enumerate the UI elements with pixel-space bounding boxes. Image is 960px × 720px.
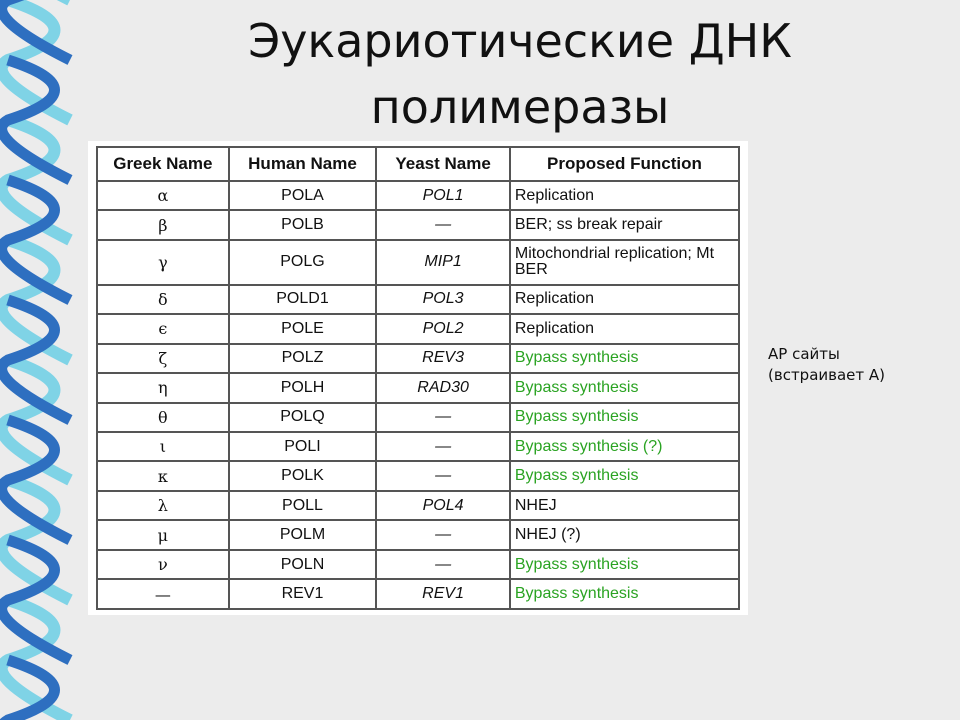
greek-name-cell: δ <box>97 285 229 314</box>
table-row <box>97 181 739 210</box>
title-line-1: Эукариотические ДНК <box>248 14 792 68</box>
table-row <box>97 314 739 343</box>
greek-name-cell: μ <box>97 520 229 549</box>
yeast-name-cell: POL4 <box>376 491 510 520</box>
human-name-cell: POLN <box>229 550 377 579</box>
function-cell: Bypass synthesis <box>510 461 739 490</box>
table-row <box>97 461 739 490</box>
human-name-cell: REV1 <box>229 579 377 609</box>
table-header-row <box>97 147 739 181</box>
table-row <box>97 210 739 239</box>
table-row <box>97 240 739 285</box>
greek-name-cell: η <box>97 373 229 402</box>
function-cell: Bypass synthesis <box>510 579 739 609</box>
yeast-name-cell: RAD30 <box>376 373 510 402</box>
yeast-name-cell: — <box>376 403 510 432</box>
greek-name-cell: ι <box>97 432 229 461</box>
greek-name-cell: ν <box>97 550 229 579</box>
note-line-2: (встраивает А) <box>768 366 886 384</box>
side-note <box>768 344 885 386</box>
header-proposed-function: Proposed Function <box>510 147 739 181</box>
human-name-cell: POLL <box>229 491 377 520</box>
header-yeast-name: Yeast Name <box>376 147 510 181</box>
function-cell: Bypass synthesis (?) <box>510 432 739 461</box>
function-cell: NHEJ (?) <box>510 520 739 549</box>
function-cell: Replication <box>510 314 739 343</box>
yeast-name-cell: — <box>376 520 510 549</box>
greek-name-cell: κ <box>97 461 229 490</box>
yeast-name-cell: POL3 <box>376 285 510 314</box>
page-title <box>120 8 920 140</box>
function-cell: Bypass synthesis <box>510 344 739 373</box>
table-row <box>97 550 739 579</box>
greek-name-cell: β <box>97 210 229 239</box>
table-row <box>97 403 739 432</box>
yeast-name-cell: REV1 <box>376 579 510 609</box>
table-row <box>97 373 739 402</box>
human-name-cell: POLI <box>229 432 377 461</box>
human-name-cell: POLE <box>229 314 377 343</box>
table-row <box>97 579 739 609</box>
human-name-cell: POLQ <box>229 403 377 432</box>
yeast-name-cell: — <box>376 550 510 579</box>
polymerase-table <box>96 146 740 610</box>
function-cell: Bypass synthesis <box>510 550 739 579</box>
human-name-cell: POLA <box>229 181 377 210</box>
title-line-2: полимеразы <box>370 80 670 134</box>
greek-name-cell: λ <box>97 491 229 520</box>
table-row <box>97 432 739 461</box>
yeast-name-cell: REV3 <box>376 344 510 373</box>
yeast-name-cell: MIP1 <box>376 240 510 285</box>
greek-name-cell: — <box>97 579 229 609</box>
header-human-name: Human Name <box>229 147 377 181</box>
function-cell: NHEJ <box>510 491 739 520</box>
function-cell: BER; ss break repair <box>510 210 739 239</box>
human-name-cell: POLZ <box>229 344 377 373</box>
table-row <box>97 491 739 520</box>
function-cell: Bypass synthesis <box>510 403 739 432</box>
human-name-cell: POLK <box>229 461 377 490</box>
function-cell: Bypass synthesis <box>510 373 739 402</box>
dna-helix-decoration <box>0 0 80 720</box>
yeast-name-cell: — <box>376 432 510 461</box>
table-row <box>97 520 739 549</box>
yeast-name-cell: POL1 <box>376 181 510 210</box>
greek-name-cell: ϵ <box>97 314 229 343</box>
human-name-cell: POLD1 <box>229 285 377 314</box>
note-line-1: AP сайты <box>768 345 840 363</box>
greek-name-cell: θ <box>97 403 229 432</box>
greek-name-cell: γ <box>97 240 229 285</box>
function-cell: Replication <box>510 285 739 314</box>
function-cell: Mitochondrial replication; Mt BER <box>510 240 739 285</box>
human-name-cell: POLG <box>229 240 377 285</box>
greek-name-cell: α <box>97 181 229 210</box>
function-cell: Replication <box>510 181 739 210</box>
human-name-cell: POLB <box>229 210 377 239</box>
yeast-name-cell: — <box>376 210 510 239</box>
human-name-cell: POLM <box>229 520 377 549</box>
human-name-cell: POLH <box>229 373 377 402</box>
yeast-name-cell: — <box>376 461 510 490</box>
table-row <box>97 285 739 314</box>
yeast-name-cell: POL2 <box>376 314 510 343</box>
polymerase-table-panel <box>88 141 748 615</box>
table-row <box>97 344 739 373</box>
greek-name-cell: ζ <box>97 344 229 373</box>
header-greek-name: Greek Name <box>97 147 229 181</box>
